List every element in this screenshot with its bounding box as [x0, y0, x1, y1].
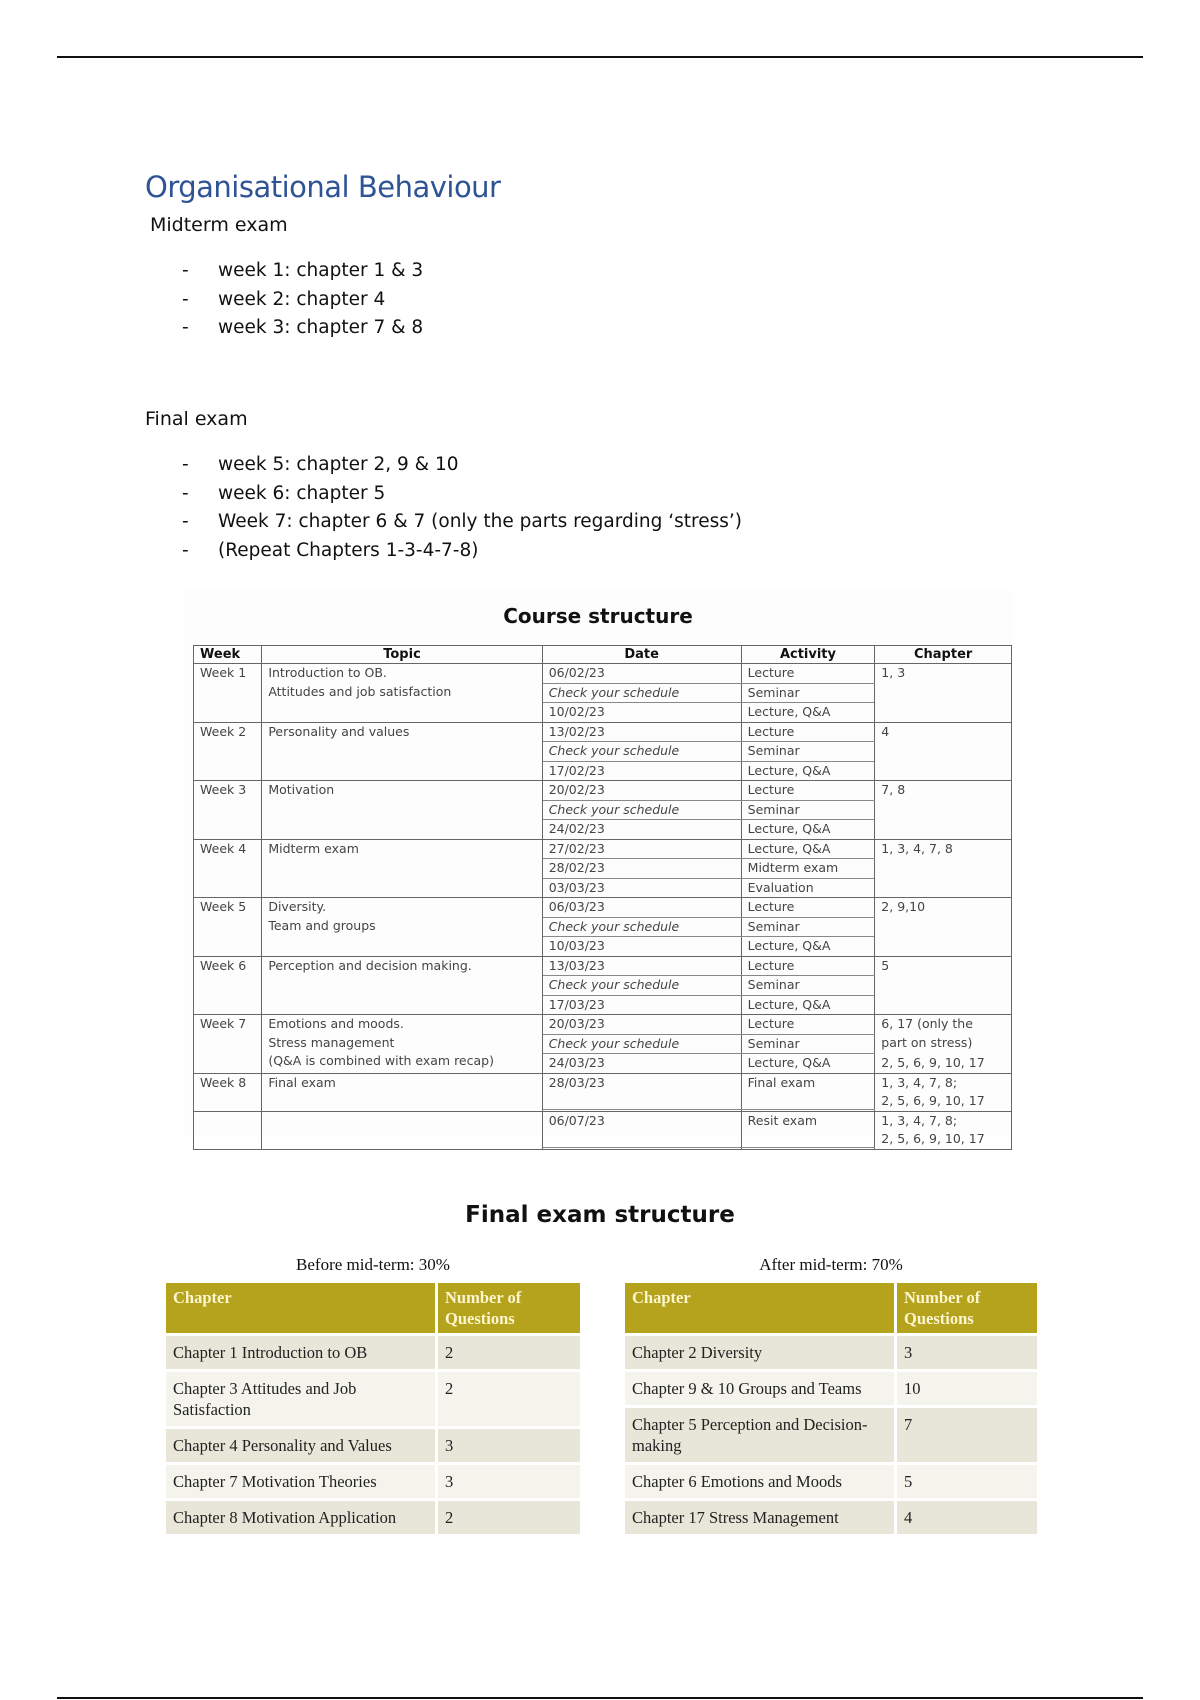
week-cell: Week 6: [194, 956, 262, 1015]
col-header-topic: Topic: [262, 646, 542, 664]
topic-line: Team and groups: [268, 917, 376, 933]
midterm-list: [178, 260, 423, 346]
questions-cell: 3: [437, 1464, 581, 1500]
activity-cell: Evaluation: [741, 878, 875, 898]
list-item: - week 1: chapter 1 & 3: [182, 260, 424, 281]
chapter-line: 1, 3, 4, 7, 8: [881, 840, 953, 856]
table-row: [166, 1371, 580, 1428]
list-item: - week 5: chapter 2, 9 & 10: [182, 454, 459, 475]
chapter-cell: [875, 664, 1012, 723]
topic-cell: [262, 722, 542, 781]
col-header-questions: Number of Questions: [437, 1283, 581, 1335]
week-cell: Week 2: [194, 722, 262, 781]
table-row: [194, 839, 1012, 859]
activity-cell: Lecture: [741, 722, 875, 742]
date-cell: 17/03/23: [542, 995, 741, 1015]
before-midterm-table: [166, 1283, 580, 1534]
questions-cell: 5: [896, 1464, 1038, 1500]
after-midterm-panel: [625, 1255, 1037, 1534]
topic-cell: [262, 898, 542, 957]
col-header-date: Date: [542, 646, 741, 664]
col-header-activity: Activity: [741, 646, 875, 664]
date-cell: Check your schedule: [542, 683, 741, 703]
final-structure-title: Final exam structure: [465, 1202, 735, 1228]
table-row: [166, 1500, 580, 1535]
activity-cell: Lecture, Q&A: [741, 820, 875, 840]
topic-line: Stress management: [268, 1034, 395, 1050]
date-cell: 06/07/23: [542, 1111, 741, 1147]
chapter-cell: Chapter 5 Perception and Decision-making: [625, 1407, 896, 1464]
chapter-line: 5: [881, 957, 890, 973]
topic-cell: [262, 1015, 542, 1074]
header-rule: [57, 56, 1143, 58]
list-item: - week 3: chapter 7 & 8: [182, 317, 424, 338]
activity-cell: Seminar: [741, 976, 875, 996]
table-row: [625, 1500, 1037, 1535]
date-cell: 24/02/23: [542, 820, 741, 840]
date-cell: 06/02/23: [542, 664, 741, 684]
activity-cell: Seminar: [741, 800, 875, 820]
topic-line: Perception and decision making.: [268, 957, 472, 973]
chapter-cell: 2, 5, 6, 9, 10, 17: [875, 1054, 1012, 1074]
date-cell: 28/02/23: [542, 859, 741, 879]
table-row: [194, 664, 1012, 684]
list-item: - (Repeat Chapters 1-3-4-7-8): [182, 539, 479, 561]
week-cell: Week 1: [194, 664, 262, 723]
chapter-cell: Chapter 2 Diversity: [625, 1335, 896, 1371]
questions-cell: 4: [896, 1500, 1038, 1535]
activity-cell: Lecture: [741, 664, 875, 684]
date-cell: Check your schedule: [542, 742, 741, 762]
table-row: [194, 1015, 1012, 1035]
date-cell: 10/02/23: [542, 703, 741, 723]
table-row: [166, 1335, 580, 1371]
topic-cell: [262, 781, 542, 840]
date-cell: 06/03/23: [542, 898, 741, 918]
table-row: [194, 1073, 1012, 1109]
questions-cell: 3: [896, 1335, 1038, 1371]
chapter-line: 2, 5, 6, 9, 10, 17: [881, 1093, 985, 1108]
topic-line: (Q&A is combined with exam recap): [268, 1053, 494, 1068]
table-row: [166, 1428, 580, 1464]
date-cell: [542, 1147, 741, 1149]
topic-cell: [262, 1111, 542, 1149]
activity-cell: Lecture: [741, 956, 875, 976]
before-midterm-panel: [166, 1255, 580, 1534]
after-midterm-caption: After mid-term: 70%: [759, 1255, 903, 1274]
activity-cell: Lecture, Q&A: [741, 1054, 875, 1074]
chapter-line: 2, 5, 6, 9, 10, 17: [881, 1131, 985, 1146]
questions-cell: 10: [896, 1371, 1038, 1407]
chapter-cell: Chapter 4 Personality and Values: [166, 1428, 437, 1464]
questions-cell: 7: [896, 1407, 1038, 1464]
chapter-cell: [875, 722, 1012, 781]
date-cell: 10/03/23: [542, 937, 741, 957]
chapter-cell: [875, 781, 1012, 840]
topic-line: Introduction to OB.: [268, 665, 387, 680]
table-row: [194, 1111, 1012, 1147]
date-cell: 13/03/23: [542, 956, 741, 976]
date-cell: 20/03/23: [542, 1015, 741, 1035]
activity-cell: Lecture, Q&A: [741, 761, 875, 781]
chapter-cell: Chapter 7 Motivation Theories: [166, 1464, 437, 1500]
table-header-row: [194, 646, 1012, 664]
course-structure-table: [193, 645, 1012, 1150]
course-structure-figure: [183, 590, 1013, 1146]
table-row: [194, 781, 1012, 801]
chapter-cell: Chapter 1 Introduction to OB: [166, 1335, 437, 1371]
activity-cell: Midterm exam: [741, 859, 875, 879]
date-cell: 13/02/23: [542, 722, 741, 742]
week-cell: Week 8: [194, 1073, 262, 1111]
activity-cell: Lecture: [741, 1015, 875, 1035]
date-cell: Check your schedule: [542, 917, 741, 937]
course-structure-title: Course structure: [503, 604, 693, 628]
week-cell: Week 4: [194, 839, 262, 898]
table-row: [625, 1407, 1037, 1464]
date-cell: 27/02/23: [542, 839, 741, 859]
table-row: [625, 1464, 1037, 1500]
date-cell: 28/03/23: [542, 1073, 741, 1109]
chapter-cell: [875, 1073, 1012, 1111]
chapter-cell: [875, 956, 1012, 1015]
table-row: [194, 722, 1012, 742]
questions-cell: 2: [437, 1500, 581, 1535]
chapter-line: 1, 3, 4, 7, 8;: [881, 1112, 958, 1128]
midterm-label: Midterm exam: [150, 214, 288, 236]
chapter-line: 4: [881, 723, 890, 739]
questions-cell: 2: [437, 1371, 581, 1428]
activity-cell: Lecture, Q&A: [741, 703, 875, 723]
activity-cell: Resit exam: [741, 1111, 875, 1147]
topic-line: Personality and values: [268, 723, 410, 739]
activity-cell: Lecture: [741, 898, 875, 918]
chapter-cell: Chapter 17 Stress Management: [625, 1500, 896, 1535]
activity-cell: [741, 1147, 875, 1149]
date-cell: Check your schedule: [542, 1034, 741, 1054]
chapter-cell: [875, 1111, 1012, 1149]
final-label: Final exam: [145, 408, 248, 430]
chapter-cell: Chapter 3 Attitudes and Job Satisfaction: [166, 1371, 437, 1428]
chapter-line: 2, 9,10: [881, 899, 926, 914]
footer-rule: [57, 1697, 1143, 1699]
chapter-cell: [875, 839, 1012, 898]
topic-line: Final exam: [268, 1074, 336, 1090]
activity-cell: Lecture, Q&A: [741, 995, 875, 1015]
chapter-cell: [875, 898, 1012, 957]
topic-cell: [262, 839, 542, 898]
col-header-week: Week: [194, 646, 262, 664]
activity-cell: Lecture, Q&A: [741, 839, 875, 859]
before-midterm-caption: Before mid-term: 30%: [296, 1255, 450, 1274]
activity-cell: Final exam: [741, 1073, 875, 1109]
activity-cell: Seminar: [741, 1034, 875, 1054]
chapter-line: 1, 3, 4, 7, 8;: [881, 1074, 958, 1090]
chapter-cell: Chapter 8 Motivation Application: [166, 1500, 437, 1535]
col-header-questions: Number of Questions: [896, 1283, 1038, 1335]
activity-cell: Lecture: [741, 781, 875, 801]
topic-line: Midterm exam: [268, 840, 359, 856]
chapter-line: 1, 3: [881, 665, 906, 680]
date-cell: 20/02/23: [542, 781, 741, 801]
final-list: [178, 454, 742, 568]
questions-cell: 3: [437, 1428, 581, 1464]
table-row: [194, 898, 1012, 918]
table-row: [166, 1464, 580, 1500]
col-header-chapter: Chapter: [875, 646, 1012, 664]
chapter-cell: Chapter 6 Emotions and Moods: [625, 1464, 896, 1500]
week-cell: Week 3: [194, 781, 262, 840]
list-item: - Week 7: chapter 6 & 7 (only the parts regarding ‘stress’): [182, 511, 742, 532]
week-cell: Week 7: [194, 1015, 262, 1074]
table-row: [625, 1371, 1037, 1407]
date-cell: 17/02/23: [542, 761, 741, 781]
week-cell: [194, 1111, 262, 1149]
date-cell: 03/03/23: [542, 878, 741, 898]
page-title: Organisational Behaviour: [145, 170, 501, 204]
activity-cell: Seminar: [741, 683, 875, 703]
topic-line: Diversity.: [268, 899, 327, 914]
activity-cell: Seminar: [741, 742, 875, 762]
date-cell: Check your schedule: [542, 976, 741, 996]
after-midterm-table: [625, 1283, 1037, 1534]
chapter-cell: part on stress): [875, 1034, 1012, 1054]
activity-cell: Lecture, Q&A: [741, 937, 875, 957]
date-cell: Check your schedule: [542, 800, 741, 820]
list-item: - week 6: chapter 5: [182, 482, 386, 504]
questions-cell: 2: [437, 1335, 581, 1371]
chapter-cell: Chapter 9 & 10 Groups and Teams: [625, 1371, 896, 1407]
week-cell: Week 5: [194, 898, 262, 957]
topic-cell: [262, 956, 542, 1015]
date-cell: 24/03/23: [542, 1054, 741, 1074]
topic-cell: [262, 1073, 542, 1111]
topic-line: Attitudes and job satisfaction: [268, 683, 452, 699]
chapter-cell: 6, 17 (only the: [875, 1015, 1012, 1035]
topic-line: Emotions and moods.: [268, 1016, 404, 1031]
chapter-line: 7, 8: [881, 782, 906, 797]
topic-cell: [262, 664, 542, 723]
table-row: [625, 1335, 1037, 1371]
col-header-chapter: Chapter: [625, 1283, 896, 1335]
table-row: [194, 956, 1012, 976]
topic-line: Motivation: [268, 782, 335, 797]
col-header-chapter: Chapter: [166, 1283, 437, 1335]
list-item: - week 2: chapter 4: [182, 288, 386, 310]
activity-cell: Seminar: [741, 917, 875, 937]
